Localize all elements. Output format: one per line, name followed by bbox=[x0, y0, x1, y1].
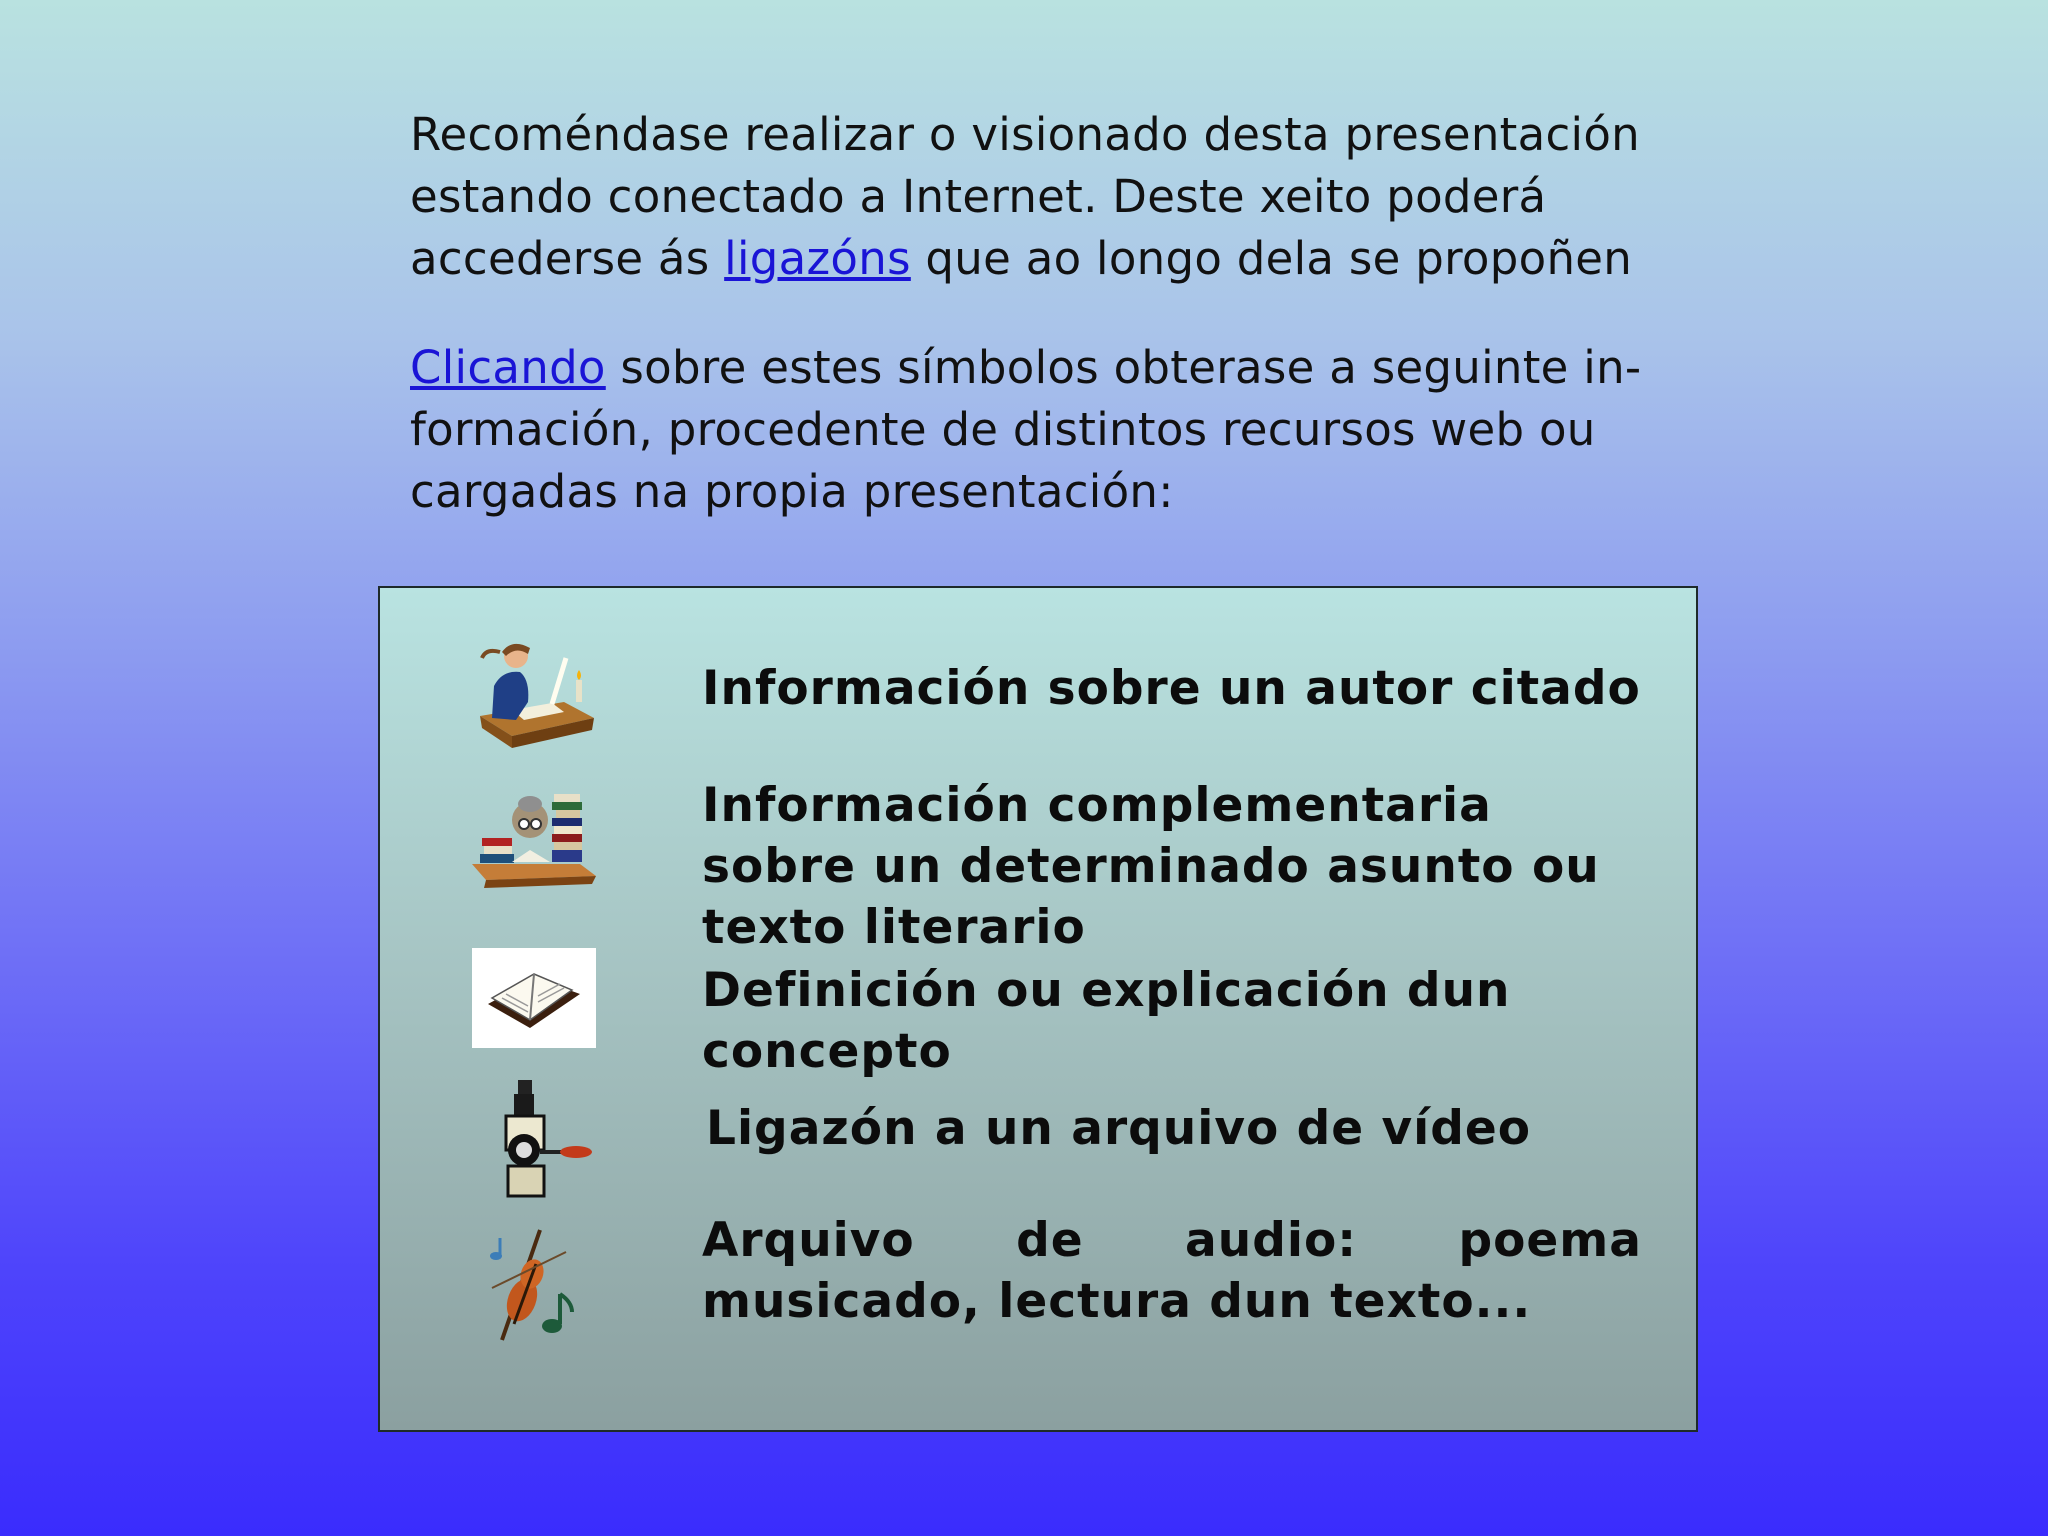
intro-text bbox=[410, 104, 1700, 523]
intro-paragraph-1 bbox=[410, 104, 1700, 290]
legend-text-definition: Definición ou explicación dun concepto bbox=[702, 963, 1511, 1079]
books-reader-icon[interactable] bbox=[472, 780, 596, 904]
intro-p1-end: que ao longo dela se propoñen bbox=[910, 232, 1633, 285]
film-projector-icon[interactable] bbox=[472, 1078, 596, 1202]
legend-text-author: Información sobre un autor citado bbox=[702, 661, 1641, 716]
intro-p1-start: Recoméndase realizar o visionado desta presentación estando conectado a Internet. Deste xeito poderá accederse ás bbox=[410, 108, 1640, 285]
legend-text-audio: Arquivo de audio: poema musicado, lectura dun texto... bbox=[702, 1213, 1642, 1329]
author-writing-icon[interactable] bbox=[472, 630, 596, 754]
clicando-link[interactable]: Clicando bbox=[410, 341, 606, 394]
violin-music-icon[interactable] bbox=[472, 1224, 596, 1348]
ligazons-link[interactable]: ligazóns bbox=[724, 232, 911, 285]
legend-text-complementary: Información complementaria sobre un determinado asunto ou texto literario bbox=[702, 778, 1600, 955]
symbols-legend-panel bbox=[378, 586, 1698, 1432]
open-book-icon[interactable] bbox=[472, 936, 596, 1060]
intro-paragraph-2 bbox=[410, 337, 1700, 523]
legend-text-video: Ligazón a un arquivo de vídeo bbox=[706, 1101, 1532, 1156]
intro-p2-text: sobre estes símbolos obterase a seguinte in-formación, procedente de distintos recursos web ou cargadas na propia presentación: bbox=[410, 341, 1642, 518]
